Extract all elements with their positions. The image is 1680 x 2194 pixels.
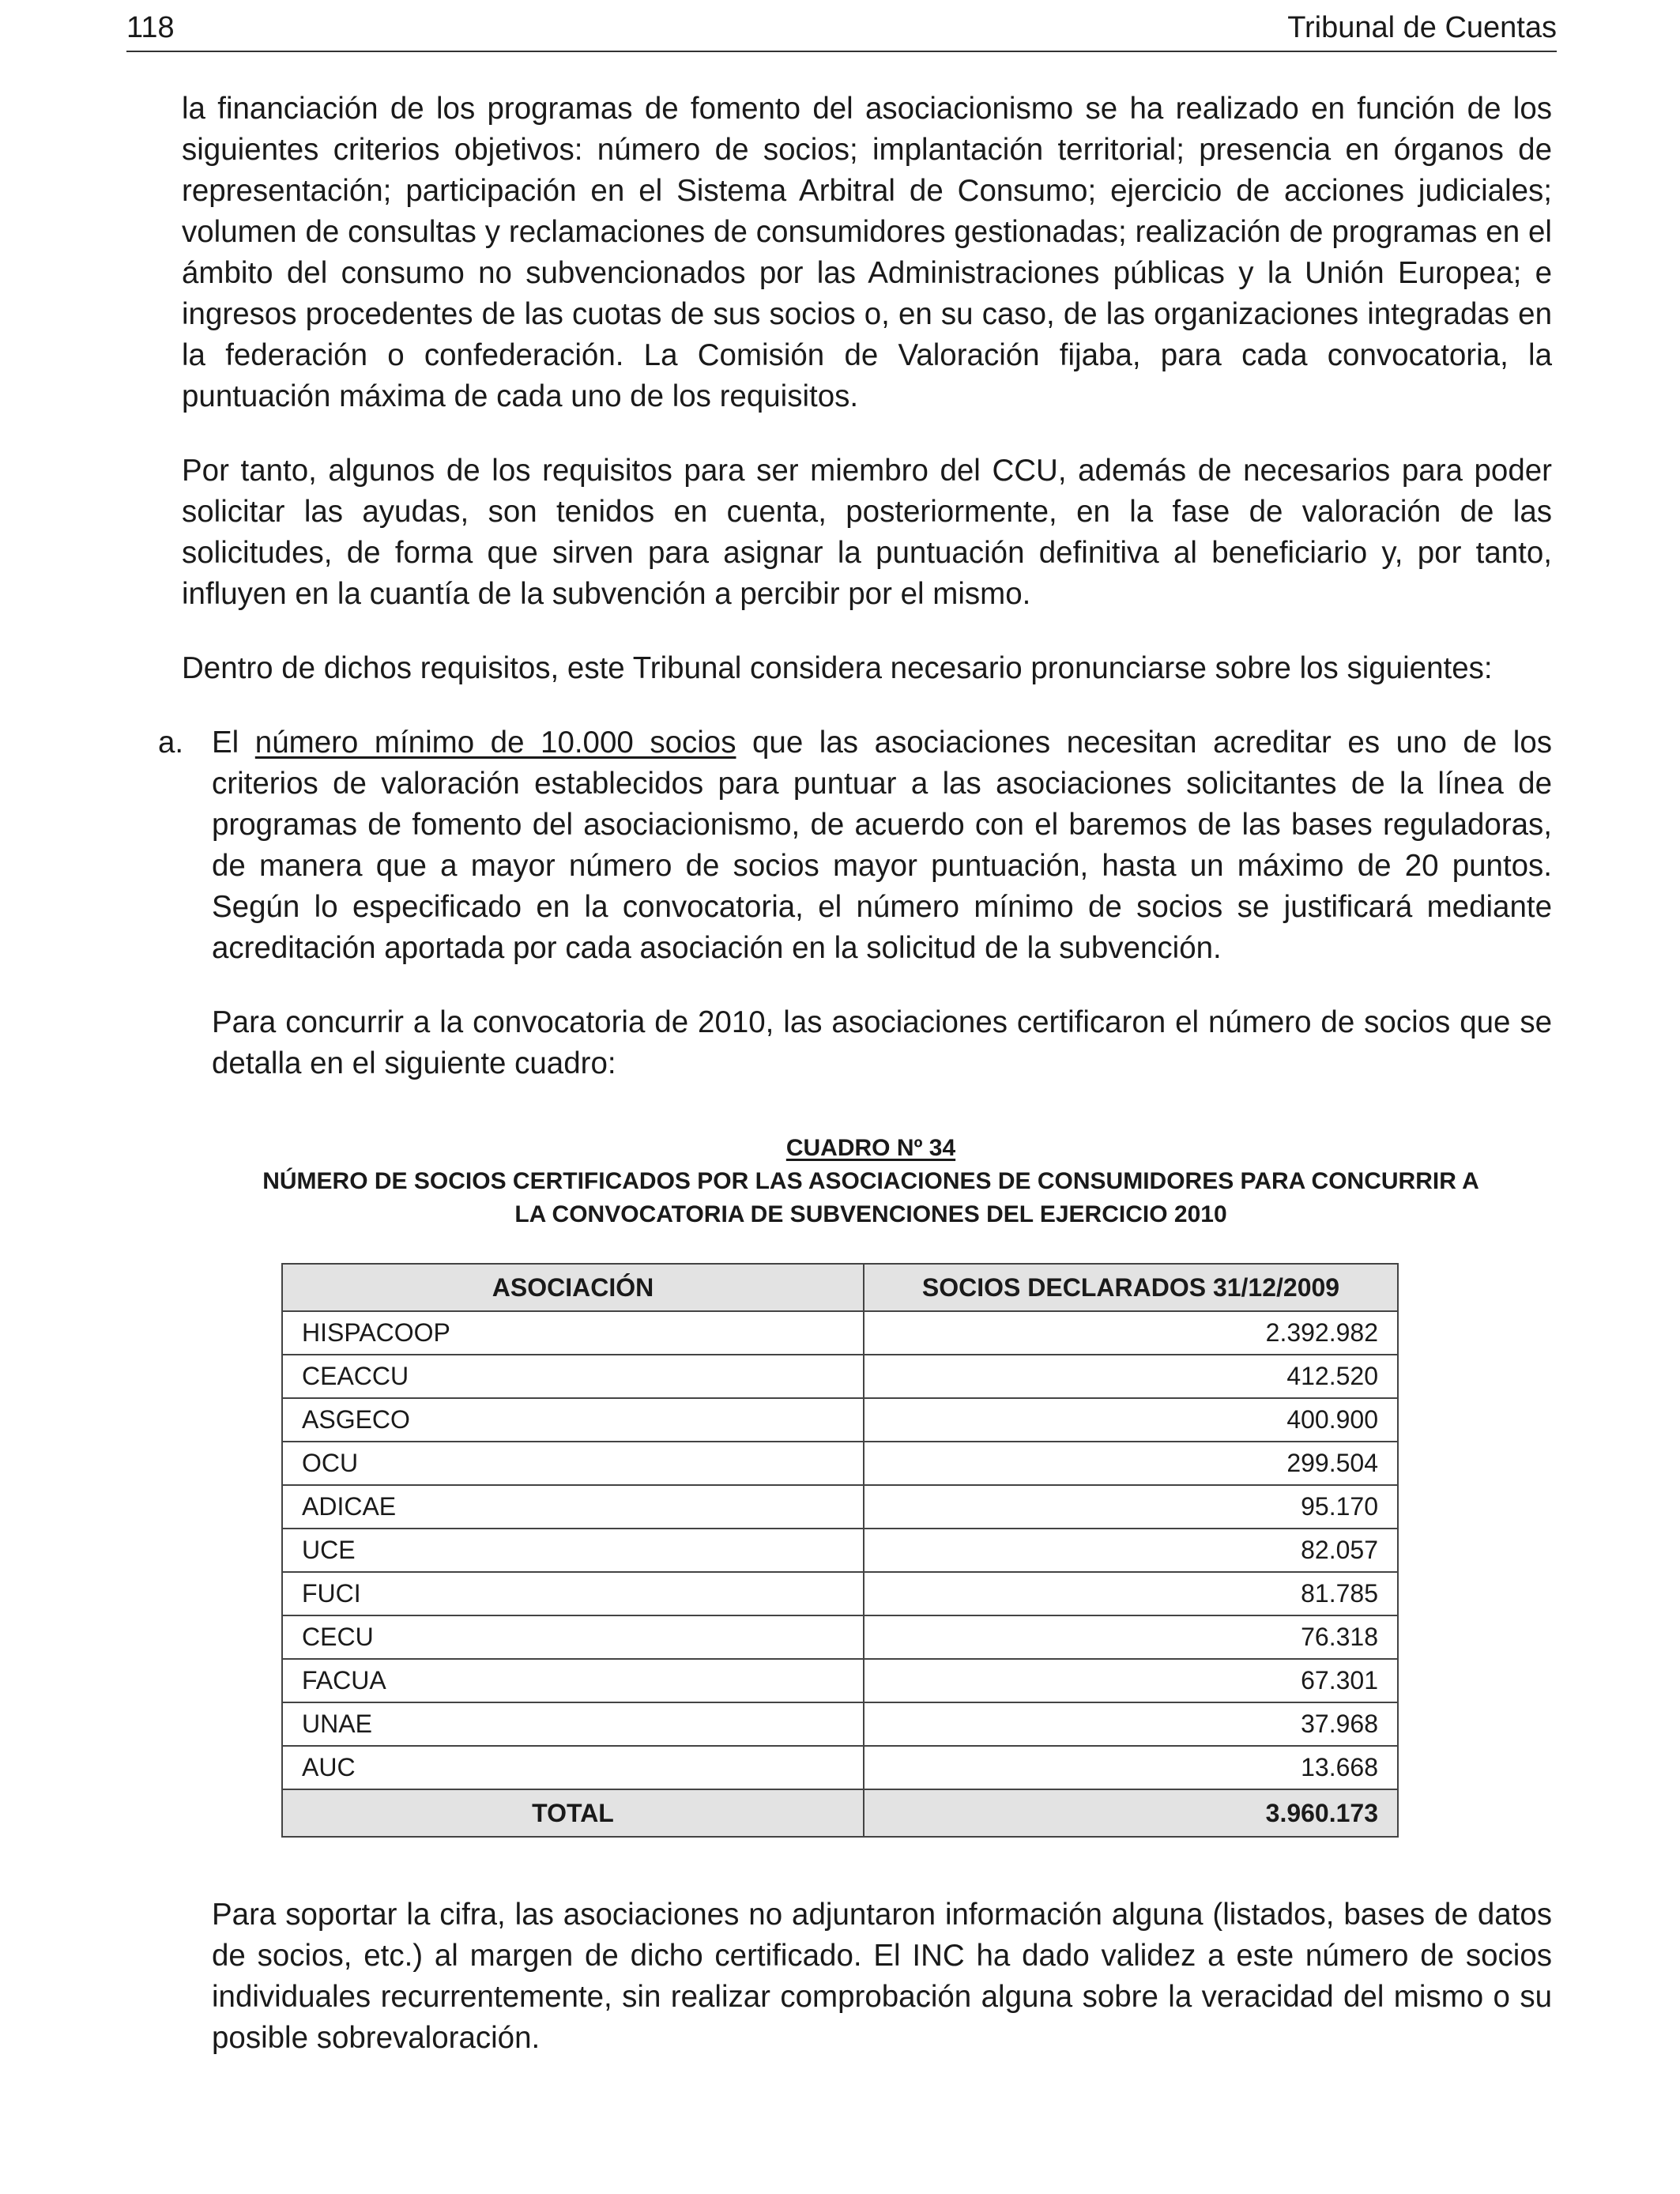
cell-asociacion: ASGECO (282, 1398, 864, 1442)
table-row (282, 1529, 1398, 1572)
cell-socios: 67.301 (864, 1659, 1398, 1702)
paragraph-concurrir: Para concurrir a la convocatoria de 2010, las asociaciones certificaron el número de socios que se detalla en el siguiente cuadro: (212, 1005, 1552, 1080)
cell-asociacion: CECU (282, 1615, 864, 1659)
table-row (282, 1702, 1398, 1746)
table-title-line2: LA CONVOCATORIA DE SUBVENCIONES DEL EJERCICIO 2010 (514, 1201, 1227, 1227)
table-row (282, 1746, 1398, 1789)
cell-socios: 76.318 (864, 1615, 1398, 1659)
table-number: CUADRO Nº 34 (785, 1135, 956, 1161)
table-row (282, 1659, 1398, 1702)
document-body (158, 89, 1552, 2059)
cell-asociacion: FACUA (282, 1659, 864, 1702)
list-item-rest: que las asociaciones necesitan acreditar es uno de los criterios de valoración establecidos para puntuar a las asociaciones solicitantes de la línea de programas de fomento del asociacionismo, de acuerdo con el baremos de las bases reguladoras, de manera que a mayor número de socios mayor puntuación, hasta un máximo de 20 puntos. Según lo especificado en la convocatoria, el número mínimo de socios se justificará mediante acreditación aportada por cada asociación en la solicitud de la subvención. (212, 726, 1552, 965)
list-item-a (158, 722, 1552, 969)
header-socios: SOCIOS DECLARADOS 31/12/2009 (864, 1264, 1398, 1311)
table-row (282, 1311, 1398, 1355)
table-title-line1: NÚMERO DE SOCIOS CERTIFICADOS POR LAS ASOCIACIONES DE CONSUMIDORES PARA CONCURRIR A (262, 1168, 1479, 1194)
paragraph-dentro: Dentro de dichos requisitos, este Tribunal considera necesario pronunciarse sobre los siguientes: (182, 651, 1493, 685)
socios-table (281, 1263, 1399, 1838)
table-row (282, 1398, 1398, 1442)
table-total-row (282, 1789, 1398, 1837)
cell-socios: 82.057 (864, 1529, 1398, 1572)
cell-socios: 13.668 (864, 1746, 1398, 1789)
cell-socios: 81.785 (864, 1572, 1398, 1615)
cell-socios: 37.968 (864, 1702, 1398, 1746)
page-number: 118 (126, 11, 175, 44)
cell-socios: 2.392.982 (864, 1311, 1398, 1355)
table-header-row (282, 1264, 1398, 1311)
cell-asociacion: UNAE (282, 1702, 864, 1746)
underlined-phrase: número mínimo de 10.000 socios (254, 726, 736, 760)
list-item-lead: El (212, 726, 255, 760)
total-label: TOTAL (282, 1789, 864, 1837)
cell-asociacion: AUC (282, 1746, 864, 1789)
cell-asociacion: HISPACOOP (282, 1311, 864, 1355)
paragraph-requisitos: Por tanto, algunos de los requisitos para ser miembro del CCU, además de necesarios para poder solicitar las ayudas, son tenidos en cuenta, posteriormente, en la fase de valoración de las solicitudes, de forma que sirven para asignar la puntuación definitiva al beneficiario y, por tanto, influyen en la cuantía de la subvención a percibir por el mismo. (182, 454, 1552, 611)
page-header (126, 11, 1557, 52)
header-asociacion: ASOCIACIÓN (282, 1264, 864, 1311)
cell-asociacion: CEACCU (282, 1355, 864, 1398)
cell-socios: 95.170 (864, 1485, 1398, 1529)
cell-socios: 400.900 (864, 1398, 1398, 1442)
table-row (282, 1615, 1398, 1659)
table-row (282, 1485, 1398, 1529)
table-row (282, 1572, 1398, 1615)
list-item-text (212, 722, 1552, 969)
table-row (282, 1442, 1398, 1485)
cell-asociacion: FUCI (282, 1572, 864, 1615)
table-caption (166, 1132, 1576, 1231)
cell-socios: 412.520 (864, 1355, 1398, 1398)
cell-asociacion: OCU (282, 1442, 864, 1485)
total-value: 3.960.173 (864, 1789, 1398, 1837)
cell-asociacion: UCE (282, 1529, 864, 1572)
cell-asociacion: ADICAE (282, 1485, 864, 1529)
table-row (282, 1355, 1398, 1398)
list-marker: a. (158, 726, 184, 760)
running-title: Tribunal de Cuentas (1287, 11, 1557, 44)
paragraph-soportar: Para soportar la cifra, las asociaciones no adjuntaron información alguna (listados, bases de datos de socios, etc.) al margen de dicho certificado. El INC ha dado validez a este número de socios individuales recurrentemente, sin realizar comprobación alguna sobre la veracidad del mismo o su posible sobrevaloración. (212, 1898, 1552, 2055)
cell-socios: 299.504 (864, 1442, 1398, 1485)
paragraph-financiacion: la financiación de los programas de fomento del asociacionismo se ha realizado en función de los siguientes criterios objetivos: número de socios; implantación territorial; presencia en órganos de representación; participación en el Sistema Arbitral de Consumo; ejercicio de acciones judiciales; volumen de consultas y reclamaciones de consumidores gestionadas; realización de programas en el ámbito del consumo no subvencionados por las Administraciones públicas y la Unión Europea; e ingresos procedentes de las cuotas de sus socios o, en su caso, de las organizaciones integradas en la federación o confederación. La Comisión de Valoración fijaba, para cada convocatoria, la puntuación máxima de cada uno de los requisitos. (182, 92, 1552, 413)
